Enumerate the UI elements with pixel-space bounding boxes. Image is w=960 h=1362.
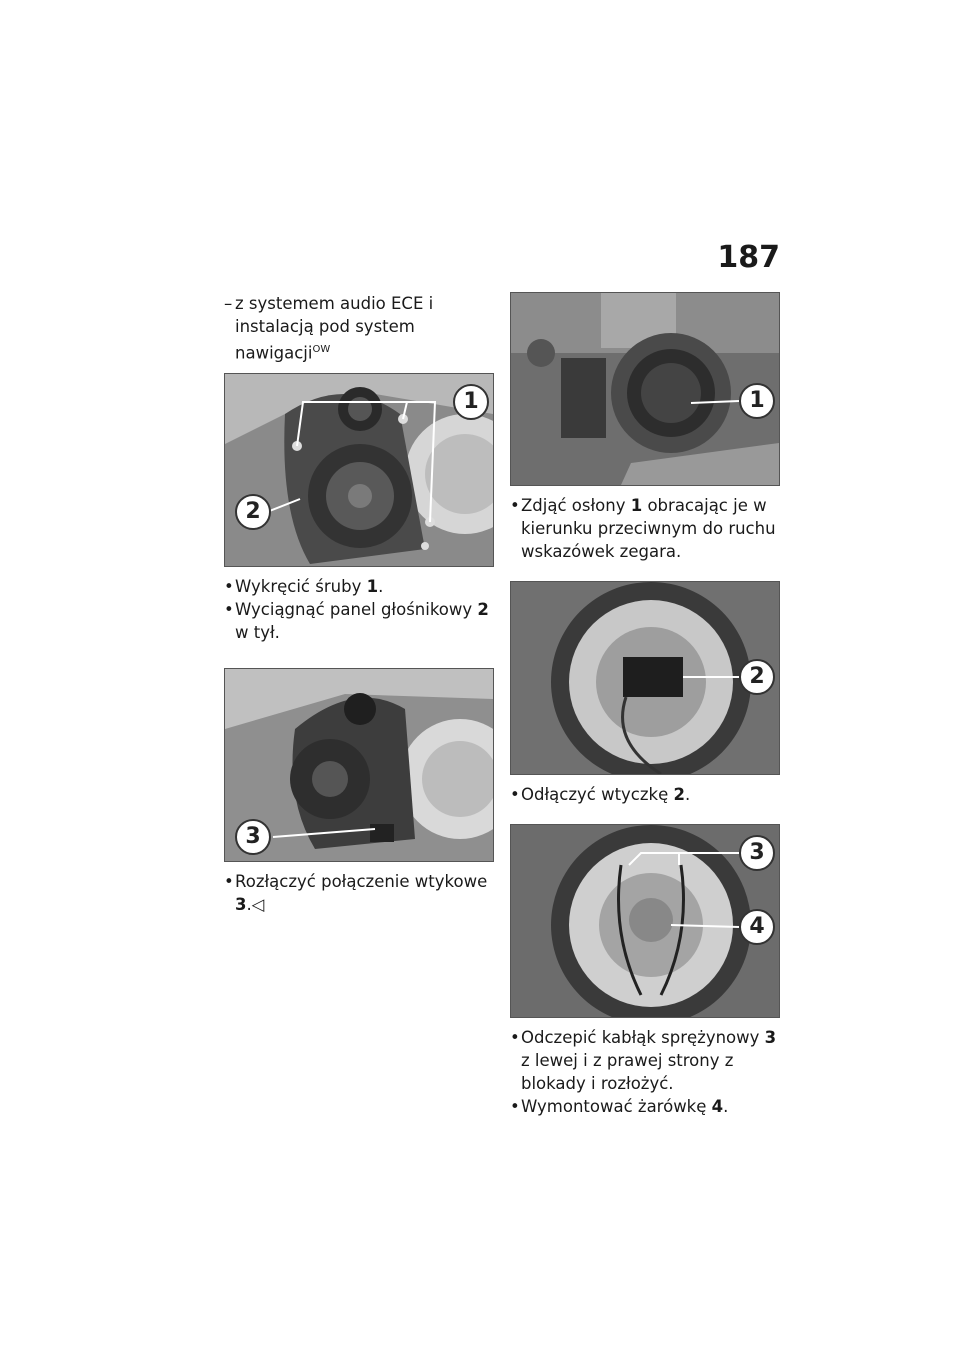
figure-plug xyxy=(510,581,780,775)
list-item xyxy=(510,783,780,806)
step-text: . xyxy=(684,785,691,804)
step-text: w tył. xyxy=(235,622,280,642)
step-text: Wykręcić śruby xyxy=(235,576,367,596)
left-column xyxy=(224,292,494,916)
part-ref: 3 xyxy=(764,1028,777,1047)
bullet-mark: • xyxy=(510,1097,520,1116)
part-ref: 2 xyxy=(673,785,685,804)
figure-callout: 2 xyxy=(749,664,765,689)
step-text: z lewej i z prawej strony z blokady i rozłożyć. xyxy=(521,1051,734,1093)
part-ref: 1 xyxy=(366,576,379,596)
figure-callout: 4 xyxy=(749,914,765,939)
step-text: .◁ xyxy=(246,894,265,914)
list-item xyxy=(510,1026,780,1095)
dash-mark: – xyxy=(224,294,233,313)
part-ref: 2 xyxy=(477,599,489,619)
bullet-mark: • xyxy=(510,785,520,804)
figure-callout: 3 xyxy=(245,823,261,849)
part-ref: 3 xyxy=(235,894,247,914)
figure-callout: 1 xyxy=(749,388,765,413)
equipment-badge: OW xyxy=(312,344,331,355)
bullet-mark: • xyxy=(510,1028,520,1047)
step-text: Wyciągnąć panel głośnikowy xyxy=(235,599,478,619)
list-item xyxy=(510,494,780,563)
step-text: Rozłączyć połączenie wtykowe xyxy=(235,871,488,891)
step-text: . xyxy=(723,1097,729,1116)
figure-callout: 2 xyxy=(245,498,261,524)
figure-cover xyxy=(510,292,780,486)
step-text: obracając je w kierunku przeciwnym do ruchu wskazówek zegara. xyxy=(521,496,776,561)
list-item xyxy=(224,870,494,916)
figure-speaker-panel xyxy=(224,373,494,567)
step-text: Wymontować żarówkę xyxy=(521,1097,712,1116)
list-item xyxy=(510,1095,780,1118)
figure-bulb xyxy=(510,824,780,1018)
step-text: Odczepić kabłąk sprężynowy xyxy=(521,1028,765,1047)
step-text: Odłączyć wtyczkę xyxy=(521,785,674,804)
page-number: 187 xyxy=(717,240,780,275)
lead-text: z systemem audio ECE i instalacją pod system nawigacji xyxy=(235,294,434,363)
section-lead xyxy=(224,292,494,365)
bullet-mark: • xyxy=(224,599,234,619)
bullet-mark: • xyxy=(224,576,234,596)
bullet-mark: • xyxy=(224,871,234,891)
right-column xyxy=(510,292,780,1118)
bullet-mark: • xyxy=(510,496,520,515)
figure-callout: 3 xyxy=(749,840,765,865)
step-text: . xyxy=(378,576,384,596)
part-ref: 4 xyxy=(711,1097,724,1116)
step-text: Zdjąć osłony xyxy=(521,496,631,515)
figure-callout: 1 xyxy=(463,388,479,414)
list-item xyxy=(224,575,494,598)
figure-plug-connection xyxy=(224,668,494,862)
part-ref: 1 xyxy=(630,496,643,515)
list-item xyxy=(224,598,494,644)
